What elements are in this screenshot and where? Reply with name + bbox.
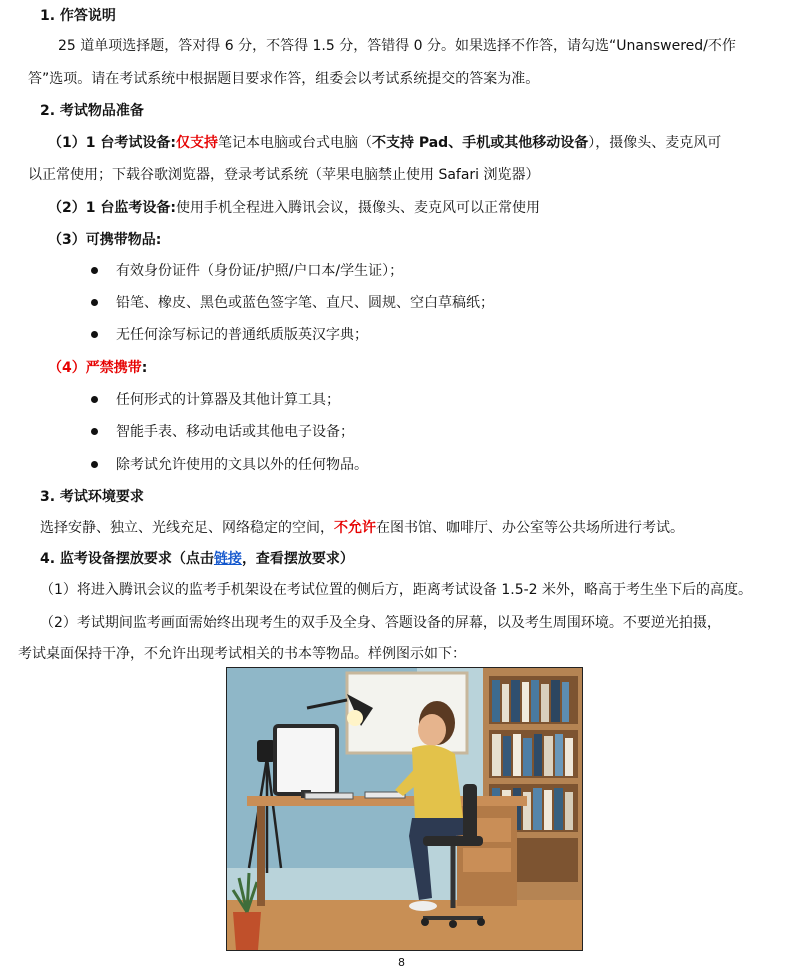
item-prohibited-colon: : [141,360,148,376]
item-exam-device-line-2: 以正常使用；下载谷歌浏览器，登录考试系统（苹果电脑禁止使用 Safari 浏览器） [28,167,540,183]
prohibited-item-2: 智能手表、移动电话或其他电子设备； [116,424,354,440]
item-allowed-title: （3）可携带物品: [48,232,162,248]
bullet-icon [91,428,98,435]
section-3-emphasis: 不允许 [334,520,376,536]
example-setup-scene [227,668,583,951]
monitor-icon [275,726,337,798]
bullet-icon [91,267,98,274]
section-4-paragraph-2-line-2: 考试桌面保持干净，不允许出现考试相关的书本等物品。样例图示如下： [18,646,466,662]
section-3-text-1: 选择安静、独立、光线充足、网络稳定的空间， [40,520,334,536]
setup-requirements-link[interactable]: 链接 [213,551,242,567]
section-1-paragraph-line-2: 答”选项。请在考试系统中根据题目要求作答，组委会以考试系统提交的答案为准。 [28,71,540,87]
prohibited-item-3: 除考试允许使用的文具以外的任何物品。 [116,457,368,473]
allowed-item-2: 铅笔、橡皮、黑色或蓝色签字笔、直尺、圆规、空白草稿纸； [116,295,494,311]
section-3-paragraph [40,518,684,538]
section-3-title: 3. 考试环境要求 [40,489,144,505]
section-2-title: 2. 考试物品准备 [40,103,144,119]
item-exam-device [48,133,721,153]
bullet-icon [91,461,98,468]
item-exam-device-label: （1）1 台考试设备: [48,135,176,151]
section-4-title [40,549,354,569]
prohibited-item-1: 任何形式的计算器及其他计算工具； [116,392,340,408]
section-4-paragraph-1: （1）将进入腾讯会议的监考手机架设在考试位置的侧后方，距离考试设备 1.5-2 米外，略高于考生坐下后的高度。 [40,582,753,598]
bullet-icon [91,331,98,338]
item-monitor-device-text: 使用手机全程进入腾讯会议，摄像头、麦克风可以正常使用 [175,200,540,216]
bullet-icon [91,299,98,306]
allowed-item-3: 无任何涂写标记的普通纸质版英汉字典； [116,327,368,343]
item-exam-device-emphasis: 仅支持 [175,135,218,151]
example-setup-illustration [226,667,583,951]
item-exam-device-text-1: 笔记本电脑或台式电脑（ [217,135,372,151]
section-4-paragraph-2-line-1: （2）考试期间监考画面需始终出现考生的双手及全身、答题设备的屏幕，以及考生周围环境。不要逆光拍摄， [40,615,721,631]
item-exam-device-bold: 不支持 Pad、手机或其他移动设备 [371,135,589,151]
item-exam-device-text-2: ），摄像头、麦克风可 [588,135,722,151]
item-monitor-device-label: （2）1 台监考设备: [48,200,176,216]
page-number: 8 [398,956,405,969]
item-prohibited-label: （4）严禁携带 [48,360,142,376]
section-1-paragraph-line-1: 25 道单项选择题，答对得 6 分，不答得 1.5 分，答错得 0 分。如果选择不作答，请勾选“Unanswered/不作 [58,38,736,54]
item-monitor-device [48,198,540,218]
allowed-item-1: 有效身份证件（身份证/护照/户口本/学生证）； [116,263,404,279]
section-4-title-pre: 4. 监考设备摆放要求（点击 [40,551,214,567]
section-4-title-post: ，查看摆放要求） [241,551,354,567]
bullet-icon [91,396,98,403]
item-prohibited-title [48,358,147,378]
section-3-text-2: 在图书馆、咖啡厅、办公室等公共场所进行考试。 [376,520,684,536]
section-1-title: 1. 作答说明 [40,8,116,24]
